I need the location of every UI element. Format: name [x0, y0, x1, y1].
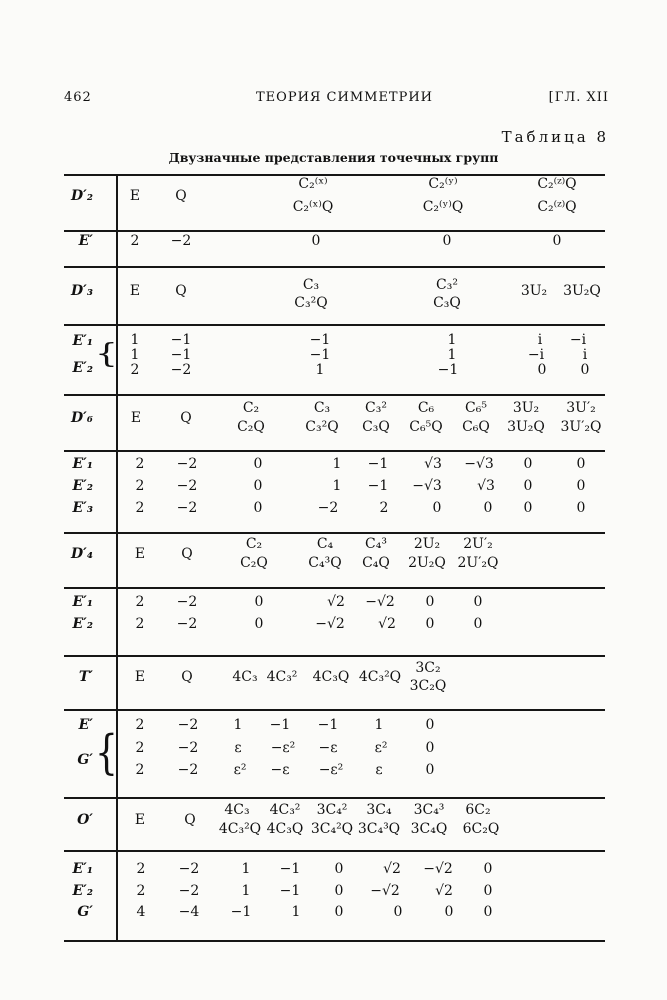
table-cell: 3C₄Q	[410, 821, 448, 837]
row-label: E′₂	[72, 616, 93, 632]
table-cell: √2	[378, 616, 396, 632]
table-cell: 0	[580, 362, 590, 378]
table-cell: C₆⁵Q	[409, 419, 443, 435]
table-cell: E	[134, 546, 146, 562]
table-cell: 2	[130, 233, 140, 249]
table-cell: −2	[178, 861, 200, 877]
row-label: E′₂	[72, 883, 93, 899]
row-label: E′	[78, 233, 93, 249]
table-rule	[64, 709, 605, 711]
table-cell: 2	[135, 616, 145, 632]
table-cell: C₄Q	[362, 555, 390, 571]
table-cell: −1	[317, 717, 339, 733]
table-cell: 0	[552, 233, 562, 249]
table-cell: 2U′₂	[463, 536, 493, 552]
table-cell: ε²	[233, 762, 247, 778]
table-cell: −√3	[464, 456, 494, 472]
table-cell: 1	[291, 904, 301, 920]
table-cell: 2	[135, 500, 145, 516]
table-cell: C₂⁽ˣ⁾Q	[292, 199, 334, 215]
table-cell: −1	[367, 478, 389, 494]
table-cell: −2	[176, 500, 198, 516]
table-cell: 3C₄	[366, 802, 392, 818]
table-cell: 0	[537, 362, 547, 378]
table-cell: 0	[523, 500, 533, 516]
table-cell: C₄	[316, 536, 334, 552]
row-label: E′₃	[72, 500, 93, 516]
table-cell: Q	[180, 410, 192, 426]
table-cell: C₃Q	[362, 419, 390, 435]
table-cell: C₃²	[436, 277, 458, 293]
table-cell: √3	[424, 456, 442, 472]
table-cell: −i	[527, 347, 545, 363]
table-column-divider	[116, 174, 118, 942]
table-cell: C₆Q	[462, 419, 490, 435]
table-cell: 0	[253, 456, 263, 472]
table-cell: C₂	[242, 400, 260, 416]
row-label: E′₂	[72, 478, 93, 494]
table-cell: 0	[483, 883, 493, 899]
table-cell: 1	[374, 717, 384, 733]
table-cell: ε	[234, 740, 242, 756]
table-rule	[64, 174, 605, 176]
table-cell: 0	[334, 861, 344, 877]
table-cell: Q	[181, 546, 193, 562]
row-label: G′	[77, 752, 93, 768]
page-number: 462	[64, 90, 92, 105]
table-cell: −2	[177, 762, 199, 778]
table-cell: C₆	[417, 400, 435, 416]
table-cell: E	[129, 188, 141, 204]
table-cell: √2	[435, 883, 453, 899]
table-cell: −ε	[318, 740, 338, 756]
table-cell: 2	[135, 740, 145, 756]
table-cell: 2U′₂Q	[457, 555, 499, 571]
table-cell: 0	[254, 616, 264, 632]
table-cell: 0	[425, 717, 435, 733]
table-cell: −1	[437, 362, 459, 378]
table-cell: √2	[327, 594, 345, 610]
table-cell: i	[537, 332, 543, 348]
table-cell: 2U₂Q	[408, 555, 446, 571]
table-cell: −1	[170, 347, 192, 363]
row-label: E′₁	[72, 333, 93, 349]
table-cell: 2	[135, 456, 145, 472]
table-cell: C₄³	[365, 536, 387, 552]
table-cell: 3U′₂	[566, 400, 596, 416]
row-label: G′	[77, 904, 93, 920]
table-rule	[64, 850, 605, 852]
table-cell: 1	[130, 347, 140, 363]
table-cell: 3C₄²Q	[310, 821, 354, 837]
table-cell: 0	[254, 594, 264, 610]
table-number: Таблица 8	[501, 128, 609, 146]
table-cell: 0	[425, 594, 435, 610]
table-cell: 1	[332, 456, 342, 472]
table-cell: −i	[569, 332, 587, 348]
brace: {	[95, 726, 118, 780]
row-label: E′₁	[72, 594, 93, 610]
table-cell: 0	[473, 616, 483, 632]
table-cell: 3C₄²	[316, 802, 348, 818]
table-cell: −√2	[370, 883, 400, 899]
table-cell: 2	[135, 717, 145, 733]
table-cell: C₃	[313, 400, 331, 416]
table-cell: 0	[334, 904, 344, 920]
table-cell: 0	[523, 478, 533, 494]
table-cell: 2	[136, 883, 146, 899]
row-label: D′₂	[71, 188, 93, 204]
table-cell: 0	[523, 456, 533, 472]
table-cell: 3U₂	[512, 400, 540, 416]
table-cell: C₂Q	[240, 555, 268, 571]
table-cell: 6C₂	[465, 802, 491, 818]
table-cell: −2	[177, 740, 199, 756]
table-cell: 0	[425, 740, 435, 756]
row-label: E′	[78, 717, 93, 733]
table-cell: −2	[176, 594, 198, 610]
table-cell: 4C₃	[232, 669, 258, 685]
table-cell: 4C₃²	[269, 802, 301, 818]
table-cell: ε	[375, 762, 383, 778]
table-cell: 0	[425, 616, 435, 632]
table-cell: C₃Q	[433, 295, 461, 311]
table-cell: 0	[393, 904, 403, 920]
table-cell: 3C₄³Q	[357, 821, 401, 837]
table-cell: Q	[175, 188, 187, 204]
table-cell: C₂⁽ᶻ⁾Q	[537, 199, 577, 215]
table-cell: 3U₂Q	[563, 283, 601, 299]
table-cell: 4C₃	[224, 802, 250, 818]
table-cell: −√3	[412, 478, 442, 494]
table-cell: 3U₂Q	[507, 419, 545, 435]
table-cell: 0	[576, 456, 586, 472]
table-cell: −2	[177, 717, 199, 733]
table-cell: 0	[425, 762, 435, 778]
table-cell: Q	[175, 283, 187, 299]
table-cell: Q	[184, 812, 196, 828]
chapter-label: [ГЛ. XII	[548, 90, 609, 105]
table-cell: −√2	[423, 861, 453, 877]
table-cell: 0	[483, 500, 493, 516]
row-label: D′₆	[71, 410, 93, 426]
table-cell: −2	[317, 500, 339, 516]
table-cell: −1	[230, 904, 252, 920]
table-cell: 1	[332, 478, 342, 494]
table-cell: 1	[241, 883, 251, 899]
table-cell: ε²	[374, 740, 388, 756]
table-cell: C₂⁽ᶻ⁾Q	[537, 176, 577, 192]
table-cell: −1	[309, 347, 331, 363]
table-cell: 2	[135, 478, 145, 494]
table-cell: C₂	[245, 536, 263, 552]
table-cell: 0	[483, 861, 493, 877]
table-rule	[64, 266, 605, 268]
table-cell: 0	[483, 904, 493, 920]
table-cell: 1	[315, 362, 325, 378]
row-label: D′₄	[71, 546, 93, 562]
table-cell: 2	[135, 594, 145, 610]
table-rule	[64, 324, 605, 326]
row-label: E′₁	[72, 861, 93, 877]
table-cell: −ε	[270, 762, 290, 778]
table-cell: 2U₂	[413, 536, 441, 552]
table-cell: 2	[135, 762, 145, 778]
row-label: E′₁	[72, 456, 93, 472]
table-cell: C₃	[302, 277, 320, 293]
table-cell: −1	[170, 332, 192, 348]
table-cell: −1	[279, 883, 301, 899]
table-cell: −ε²	[318, 762, 344, 778]
table-cell: −1	[367, 456, 389, 472]
table-cell: 4C₃²Q	[218, 821, 262, 837]
table-cell: 0	[576, 478, 586, 494]
table-cell: 0	[253, 478, 263, 494]
table-cell: 3U′₂Q	[560, 419, 602, 435]
table-cell: E	[129, 283, 141, 299]
row-label: E′₂	[72, 360, 93, 376]
table-cell: 1	[130, 332, 140, 348]
row-label: T′	[78, 669, 93, 685]
table-cell: −2	[176, 478, 198, 494]
table-cell: −ε²	[270, 740, 296, 756]
row-label: O′	[77, 812, 93, 828]
table-cell: i	[582, 347, 588, 363]
table-cell: −√2	[315, 616, 345, 632]
table-cell: 0	[432, 500, 442, 516]
table-cell: C₆⁵	[465, 400, 487, 416]
table-cell: 0	[253, 500, 263, 516]
table-cell: 0	[311, 233, 321, 249]
table-cell: E	[134, 669, 146, 685]
table-cell: −2	[176, 616, 198, 632]
table-cell: 0	[576, 500, 586, 516]
table-cell: C₂⁽ʸ⁾Q	[422, 199, 464, 215]
table-cell: −2	[170, 233, 192, 249]
table-cell: 3C₂	[415, 660, 441, 676]
table-cell: 1	[233, 717, 243, 733]
table-cell: 1	[447, 332, 457, 348]
table-cell: C₂⁽ʸ⁾	[428, 176, 458, 192]
table-cell: 2	[130, 362, 140, 378]
table-rule	[64, 532, 605, 534]
table-cell: Q	[181, 669, 193, 685]
table-cell: −1	[279, 861, 301, 877]
table-cell: −2	[178, 883, 200, 899]
table-cell: 1	[447, 347, 457, 363]
table-title: Двузначные представления точечных групп	[168, 150, 499, 165]
table-cell: 3U₂	[520, 283, 548, 299]
table-cell: 0	[473, 594, 483, 610]
table-cell: 3C₂Q	[409, 678, 447, 694]
table-rule	[64, 940, 605, 942]
table-rule	[64, 230, 605, 232]
table-cell: −1	[309, 332, 331, 348]
table-cell: √2	[383, 861, 401, 877]
table-cell: C₂⁽ˣ⁾	[298, 176, 328, 192]
table-cell: 0	[442, 233, 452, 249]
table-cell: 4C₃²Q	[358, 669, 402, 685]
table-cell: √3	[477, 478, 495, 494]
table-cell: 0	[444, 904, 454, 920]
table-cell: 2	[136, 861, 146, 877]
table-cell: 4	[136, 904, 146, 920]
table-cell: C₃²Q	[305, 419, 339, 435]
table-cell: 3C₄³	[413, 802, 445, 818]
table-cell: 6C₂Q	[462, 821, 500, 837]
table-rule	[64, 797, 605, 799]
table-cell: −2	[176, 456, 198, 472]
table-cell: C₃²Q	[294, 295, 328, 311]
table-cell: −√2	[365, 594, 395, 610]
table-cell: 0	[334, 883, 344, 899]
running-title: ТЕОРИЯ СИММЕТРИИ	[256, 90, 434, 105]
table-cell: 4C₃Q	[266, 821, 304, 837]
table-cell: 1	[241, 861, 251, 877]
table-rule	[64, 450, 605, 452]
table-cell: C₂Q	[237, 419, 265, 435]
table-cell: 2	[379, 500, 389, 516]
table-cell: −1	[269, 717, 291, 733]
table-cell: 4C₃Q	[312, 669, 350, 685]
table-cell: C₄³Q	[308, 555, 342, 571]
table-cell: E	[134, 812, 146, 828]
table-cell: E	[130, 410, 142, 426]
table-cell: 4C₃²	[266, 669, 298, 685]
table-cell: −2	[170, 362, 192, 378]
table-rule	[64, 394, 605, 396]
row-label: D′₃	[71, 283, 93, 299]
brace: {	[95, 338, 118, 369]
table-cell: −4	[178, 904, 200, 920]
table-rule	[64, 655, 605, 657]
table-cell: C₃²	[365, 400, 387, 416]
table-rule	[64, 587, 605, 589]
